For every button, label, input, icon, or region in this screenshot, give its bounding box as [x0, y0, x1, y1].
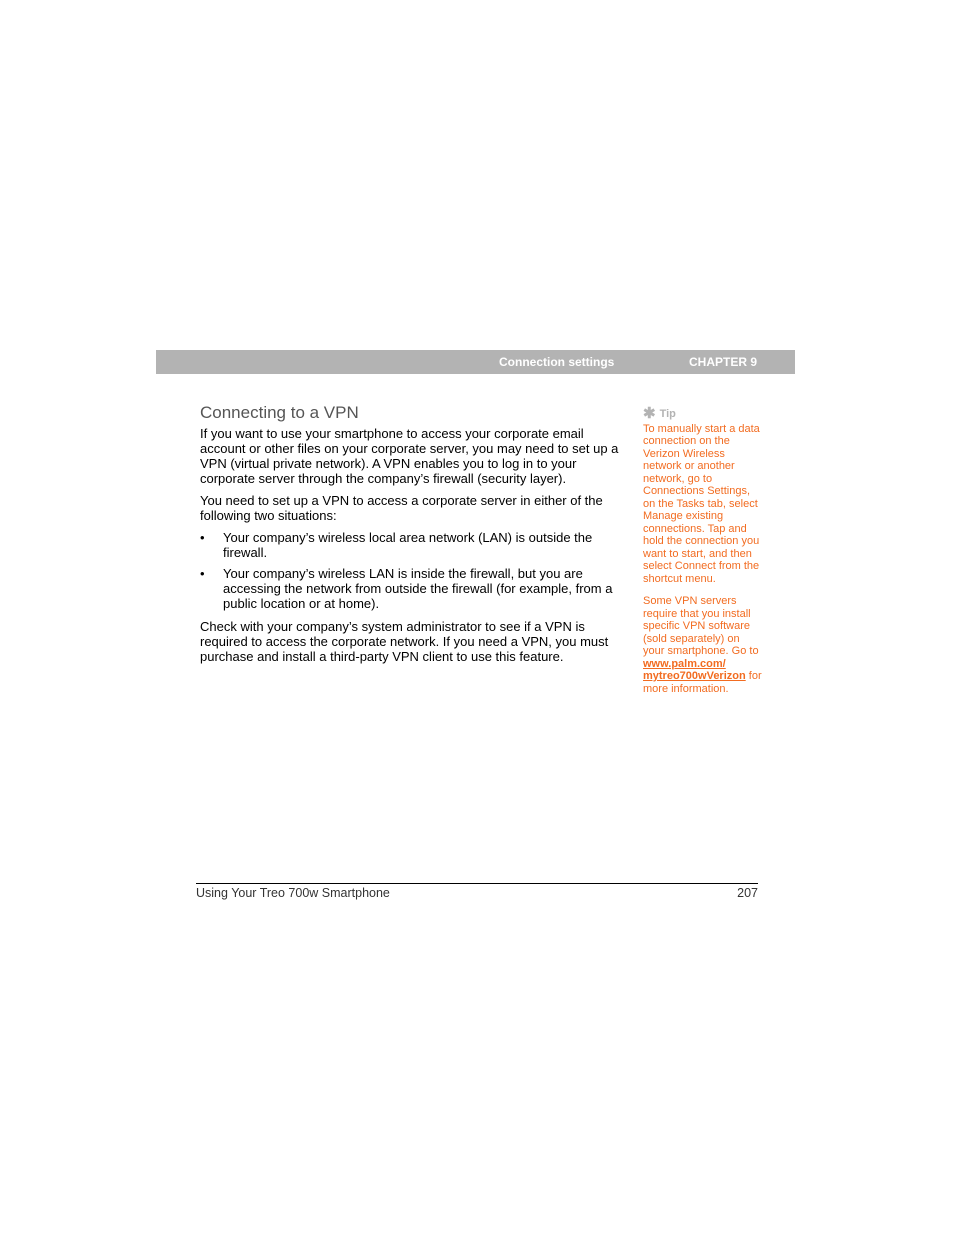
footer-divider [196, 883, 758, 884]
vpn-note-suffix: for more information. [643, 670, 762, 695]
palm-link[interactable]: www.palm.com/ mytreo700wVerizon [643, 657, 746, 682]
list-item [200, 566, 625, 611]
list-item [200, 530, 625, 560]
tip-label: Tip [659, 408, 676, 420]
tip-sidebar [643, 405, 763, 705]
list-item-text: Your company’s wireless local area network (LAN) is outside the firewall. [223, 530, 593, 560]
situations-list [200, 530, 625, 611]
vpn-note-text: Some VPN servers require that you install specific VPN software (sold separately) on your smartphone. Go to [643, 595, 759, 657]
header-bar [156, 350, 795, 374]
bullet-icon: • [200, 566, 205, 581]
footer-title: Using Your Treo 700w Smartphone [196, 886, 390, 900]
tip-text: To manually start a data connection on the Verizon Wireless network or another network, go to Connections Settings, on the Tasks tab, select Manage existing connections. Tap and hold the connection you want to start, and then select Connect from the shortcut menu. [643, 422, 760, 585]
section-heading: Connecting to a VPN [200, 403, 359, 422]
main-content [200, 403, 625, 671]
intro-paragraph: If you want to use your smartphone to access your corporate email account or other files on your corporate server, you may need to set up a VPN (virtual private network). A VPN enables you to log in to your corporate server through the company’s firewall (security layer). [200, 426, 619, 486]
bullet-icon: • [200, 530, 205, 545]
asterisk-icon: ✱ [643, 405, 656, 423]
tip-header [643, 405, 763, 423]
list-item-text: Your company’s wireless LAN is inside the firewall, but you are accessing the network from outside the firewall (for example, from a public location or at home). [223, 566, 613, 611]
chapter-label: CHAPTER 9 [689, 355, 758, 369]
vpn-note [643, 595, 763, 695]
situations-paragraph: You need to set up a VPN to access a corporate server in either of the following two situations: [200, 493, 603, 523]
admin-paragraph: Check with your company’s system administrator to see if a VPN is required to access the corporate network. If you need a VPN, you must purchase and install a third-party VPN client to use this feature. [200, 619, 609, 664]
page-number: 207 [737, 886, 758, 900]
section-title: Connection settings [499, 355, 615, 369]
